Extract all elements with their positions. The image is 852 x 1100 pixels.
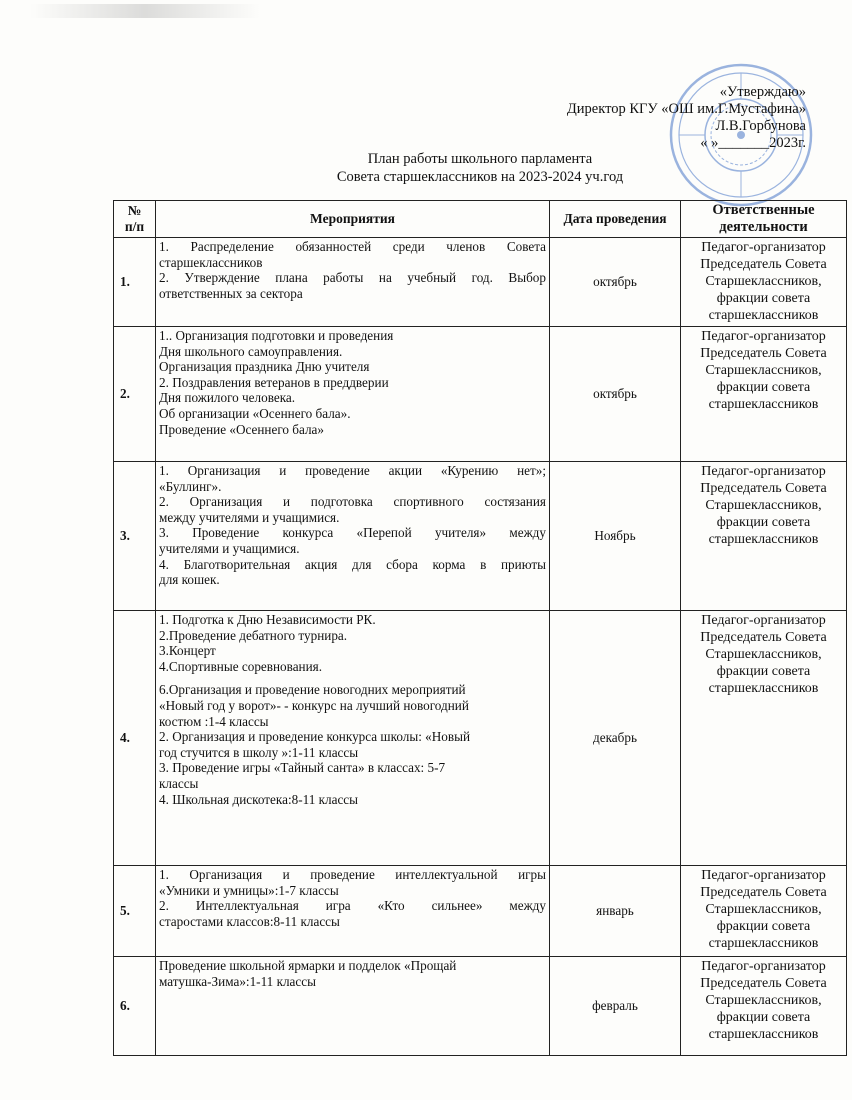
- responsible-line: старшеклассников: [708, 681, 819, 696]
- event-line: 4. Благотворительная акция для сбора корма в приюты: [159, 556, 546, 572]
- responsible-line: Председатель Совета: [700, 257, 827, 272]
- responsible-line: фракции совета: [716, 380, 811, 395]
- event-line: Проведение школьной ярмарки и подделок «Прощай: [159, 958, 457, 973]
- row-number: 6.: [114, 957, 156, 1056]
- approval-date: « »_______2023г.: [700, 135, 806, 151]
- event-line: матушка-Зима»:1-11 классы: [159, 973, 316, 989]
- header-num-line-1: №: [127, 203, 142, 218]
- header-num: [114, 201, 156, 238]
- table-row: [114, 611, 847, 866]
- responsible-line: Председатель Совета: [700, 976, 827, 991]
- row-events: [156, 957, 550, 1056]
- responsible-line: Председатель Совета: [700, 630, 827, 645]
- row-responsible: [681, 462, 847, 611]
- plan-table: [113, 200, 847, 1056]
- event-line: старостами классов:8-11 классы: [159, 913, 340, 929]
- responsible-line: Председатель Совета: [700, 481, 827, 496]
- header-resp-line-1: Ответственные: [712, 202, 815, 218]
- approval-line: «Утверждаю»: [719, 84, 806, 100]
- event-line: 2. Организация и подготовка спортивного состязания: [159, 494, 546, 510]
- event-line: 1.. Организация подготовки и проведения: [159, 328, 394, 343]
- header-event: Мероприятия: [156, 201, 550, 238]
- event-line: Дня школьного самоуправления.: [159, 343, 343, 359]
- table-row: [114, 462, 847, 611]
- responsible-line: Старшеклассников,: [705, 902, 822, 917]
- responsible-line: Педагог-организатор: [701, 868, 826, 883]
- row-date: декабрь: [550, 611, 681, 866]
- row-events: [156, 327, 550, 462]
- event-line: 3. Проведение конкурса «Перепой учителя» между: [159, 525, 546, 541]
- responsible-line: старшеклассников: [708, 1027, 819, 1042]
- row-number: 4.: [114, 611, 156, 866]
- responsible-line: Педагог-организатор: [701, 240, 826, 255]
- responsible-line: Старшеклассников,: [705, 274, 822, 289]
- event-line: классы: [159, 775, 199, 791]
- event-line: «Буллинг».: [159, 478, 222, 494]
- row-responsible: [681, 957, 847, 1056]
- event-line: костюм :1-4 классы: [159, 713, 269, 729]
- event-line: «Новый год у ворот»- - конкурс на лучший новогодний: [159, 697, 469, 713]
- row-number: 5.: [114, 866, 156, 957]
- table-header-row: [114, 201, 847, 238]
- event-line: 1. Организация и проведение акции «Курению нет»;: [159, 463, 546, 478]
- event-line: ответственных за сектора: [159, 285, 303, 301]
- responsible-line: Председатель Совета: [700, 346, 827, 361]
- approval-block: [567, 84, 806, 152]
- event-line: 3.Концерт: [159, 643, 216, 659]
- scan-artifact: [30, 4, 260, 18]
- event-line: [159, 674, 546, 682]
- row-number: 3.: [114, 462, 156, 611]
- event-line: учителями и учащимися.: [159, 540, 300, 556]
- responsible-line: старшеклассников: [708, 308, 819, 323]
- event-line: 4.Спортивные соревнования.: [159, 658, 323, 674]
- row-events: [156, 611, 550, 866]
- row-date: Ноябрь: [550, 462, 681, 611]
- table-row: [114, 238, 847, 327]
- row-number: 2.: [114, 327, 156, 462]
- row-events: [156, 462, 550, 611]
- responsible-line: Старшеклассников,: [705, 993, 822, 1008]
- responsible-line: Председатель Совета: [700, 885, 827, 900]
- row-number: 1.: [114, 238, 156, 327]
- responsible-line: Старшеклассников,: [705, 363, 822, 378]
- event-line: 6.Организация и проведение новогодних мероприятий: [159, 682, 466, 698]
- responsible-line: старшеклассников: [708, 397, 819, 412]
- event-line: старшеклассников: [159, 254, 263, 270]
- event-line: 1. Подготка к Дню Независимости РК.: [159, 612, 376, 627]
- responsible-line: фракции совета: [716, 664, 811, 679]
- table-row: [114, 866, 847, 957]
- event-line: 2. Поздравления ветеранов в преддверии: [159, 374, 389, 390]
- responsible-line: старшеклассников: [708, 936, 819, 951]
- header-resp-line-2: деятельности: [719, 219, 808, 235]
- event-line: Об организации «Осеннего бала».: [159, 405, 351, 421]
- responsible-line: Педагог-организатор: [701, 959, 826, 974]
- table-row: [114, 957, 847, 1056]
- event-line: для кошек.: [159, 572, 220, 588]
- title-line-1: План работы школьного парламента: [367, 151, 593, 167]
- document-title: [0, 150, 852, 186]
- row-events: [156, 238, 550, 327]
- row-date: февраль: [550, 957, 681, 1056]
- event-line: год стучится в школу »:1-11 классы: [159, 744, 359, 760]
- event-line: Дня пожилого человека.: [159, 390, 296, 406]
- event-line: Проведение «Осеннего бала»: [159, 421, 324, 437]
- header-num-line-2: п/п: [124, 219, 145, 234]
- responsible-line: Педагог-организатор: [701, 613, 826, 628]
- row-date: октябрь: [550, 327, 681, 462]
- responsible-line: фракции совета: [716, 291, 811, 306]
- event-line: Организация праздника Дню учителя: [159, 359, 370, 375]
- row-responsible: [681, 611, 847, 866]
- title-line-2: Совета старшеклассников на 2023-2024 уч.год: [336, 169, 624, 185]
- event-line: 4. Школьная дискотека:8-11 классы: [159, 791, 359, 807]
- row-responsible: [681, 327, 847, 462]
- responsible-line: фракции совета: [716, 515, 811, 530]
- responsible-line: Педагог-организатор: [701, 464, 826, 479]
- event-line: 3. Проведение игры «Тайный санта» в классах: 5-7: [159, 760, 446, 776]
- responsible-line: фракции совета: [716, 1010, 811, 1025]
- row-responsible: [681, 866, 847, 957]
- event-line: 2. Организация и проведение конкурса школы: «Новый: [159, 729, 471, 745]
- responsible-line: старшеклассников: [708, 532, 819, 547]
- event-line: 2.Проведение дебатного турнира.: [159, 627, 348, 643]
- responsible-line: Старшеклассников,: [705, 498, 822, 513]
- event-line: между учителями и учащимися.: [159, 509, 340, 525]
- event-line: 1. Организация и проведение интеллектуальной игры: [159, 867, 546, 882]
- row-responsible: [681, 238, 847, 327]
- event-line: «Умники и умницы»:1-7 классы: [159, 882, 339, 898]
- row-date: октябрь: [550, 238, 681, 327]
- approval-director: Директор КГУ «ОШ им.Г.Мустафина»: [566, 101, 806, 117]
- responsible-line: Старшеклассников,: [705, 647, 822, 662]
- responsible-line: Педагог-организатор: [701, 329, 826, 344]
- row-date: январь: [550, 866, 681, 957]
- event-line: 2. Утверждение плана работы на учебный год. Выбор: [159, 270, 546, 286]
- table-row: [114, 327, 847, 462]
- approval-signer: Л.В.Горбунова: [715, 118, 806, 134]
- header-date: Дата проведения: [550, 201, 681, 238]
- event-line: 2. Интеллектуальная игра «Кто сильнее» между: [159, 898, 546, 914]
- header-responsible: [681, 201, 847, 238]
- row-events: [156, 866, 550, 957]
- responsible-line: фракции совета: [716, 919, 811, 934]
- event-line: 1. Распределение обязанностей среди членов Совета: [159, 239, 546, 254]
